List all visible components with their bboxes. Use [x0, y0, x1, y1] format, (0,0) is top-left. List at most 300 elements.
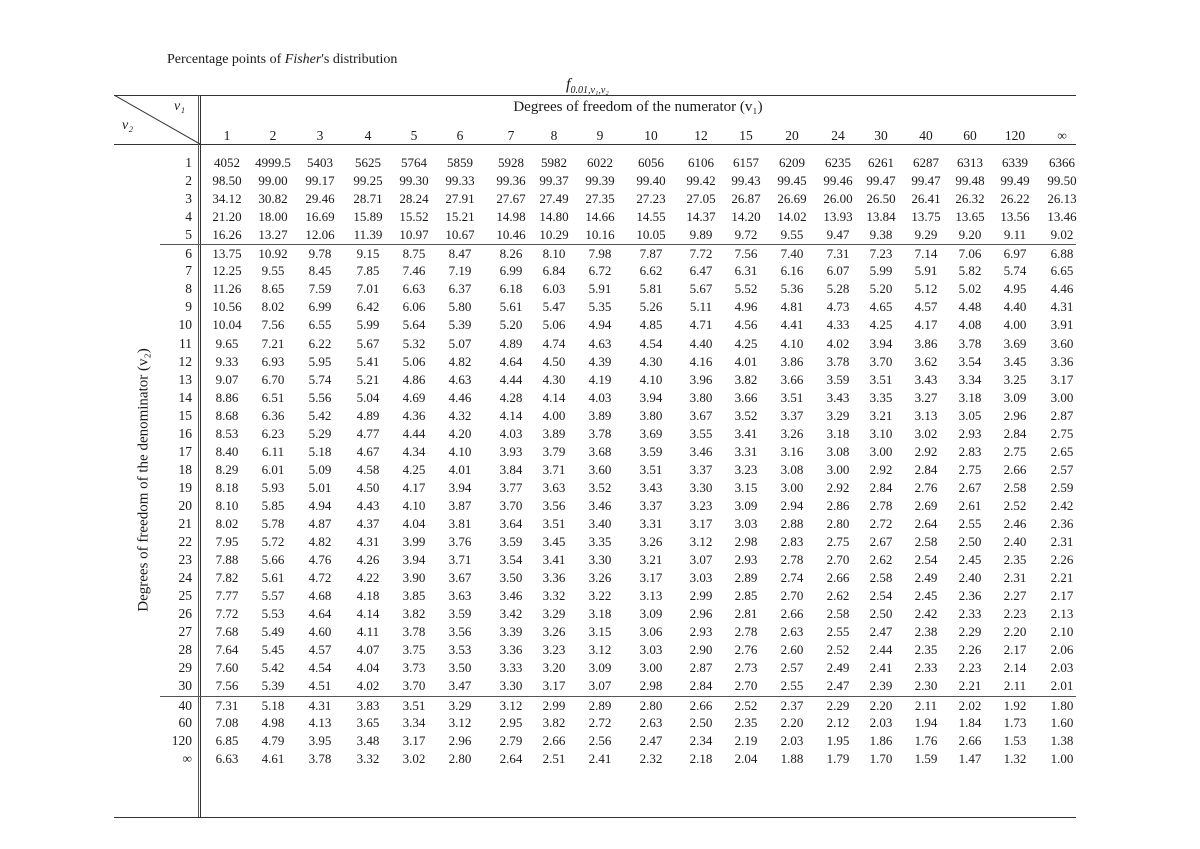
- table-cell: 4.03: [588, 389, 612, 405]
- table-cell: 7.19: [448, 263, 472, 279]
- table-cell: 2.59: [1050, 479, 1074, 495]
- table-cell: 3.65: [356, 714, 380, 730]
- table-cell: 3.71: [448, 552, 472, 568]
- table-cell: 2.70: [734, 678, 758, 694]
- table-cell: 13.75: [911, 209, 941, 225]
- table-cell: 4.96: [734, 299, 758, 315]
- table-cell: 2.47: [826, 678, 850, 694]
- table-cell: 4.64: [499, 353, 523, 369]
- table-cell: 2.78: [734, 624, 758, 640]
- table-cell: 6.23: [261, 425, 285, 441]
- table-cell: 5859: [447, 155, 473, 170]
- table-cell: 3.20: [542, 660, 566, 676]
- table-cell: 5.99: [356, 317, 380, 333]
- table-cell: 4.98: [261, 714, 285, 730]
- row-label: 9: [185, 299, 192, 315]
- table-cell: 8.18: [215, 479, 239, 495]
- caption-name: Fisher: [284, 52, 322, 67]
- table-cell: 3.26: [780, 425, 804, 441]
- table-cell: 5.91: [588, 281, 612, 297]
- table-cell: 3.99: [402, 534, 426, 550]
- table-cell: 4.26: [356, 552, 380, 568]
- table-cell: 6.84: [542, 263, 566, 279]
- table-cell: 12.06: [305, 227, 335, 243]
- table-cell: 2.38: [914, 624, 938, 640]
- table-cell: 3.09: [639, 606, 663, 622]
- table-cell: 10.04: [212, 317, 242, 333]
- table-cell: 4.60: [308, 624, 332, 640]
- table-cell: 26.00: [823, 191, 853, 207]
- table-cell: 7.56: [261, 317, 285, 333]
- table-cell: 13.84: [866, 209, 896, 225]
- table-cell: 29.46: [305, 191, 335, 207]
- table-cell: 4.58: [356, 461, 380, 477]
- table-cell: 2.87: [689, 660, 713, 676]
- table-cell: 2.58: [869, 570, 893, 586]
- table-cell: 5.07: [448, 335, 472, 351]
- table-cell: 5.26: [639, 299, 663, 315]
- table-cell: 3.42: [499, 606, 523, 622]
- table-cell: 4.43: [356, 497, 380, 513]
- table-cell: 5.21: [356, 371, 380, 387]
- table-cell: 2.21: [1050, 570, 1074, 586]
- row-label: 28: [178, 642, 192, 658]
- row-label: 12: [178, 353, 192, 369]
- table-cell: 2.20: [1003, 624, 1027, 640]
- table-cell: 2.66: [958, 732, 982, 748]
- table-row: [160, 641, 1076, 658]
- table-cell: 3.13: [914, 407, 938, 423]
- table-cell: 3.40: [588, 516, 612, 531]
- table-cell: 7.82: [215, 570, 239, 586]
- table-cell: 7.72: [215, 606, 239, 622]
- table-cell: 4.14: [499, 407, 523, 423]
- table-cell: 6.65: [1050, 263, 1074, 279]
- table-cell: 99.45: [777, 173, 807, 189]
- table-cell: 3.12: [689, 534, 713, 550]
- table-cell: 10.29: [539, 227, 569, 243]
- table-cell: 3.31: [734, 443, 758, 459]
- table-cell: 4.02: [356, 678, 380, 694]
- table-cell: 7.72: [689, 246, 713, 262]
- table-cell: 5982: [541, 155, 567, 170]
- table-cell: 4.54: [639, 335, 663, 351]
- row-label: ∞: [182, 750, 192, 766]
- table-cell: 4.30: [639, 353, 663, 369]
- table-cell: 3.78: [958, 335, 982, 351]
- table-cell: 2.84: [914, 461, 938, 477]
- table-cell: 1.38: [1050, 732, 1074, 748]
- table-cell: 2.92: [914, 443, 938, 459]
- table-cell: 4.68: [308, 588, 332, 604]
- table-cell: 14.02: [777, 209, 807, 225]
- table-cell: 5.36: [780, 281, 804, 297]
- table-cell: 3.12: [499, 697, 523, 713]
- table-cell: 99.42: [686, 173, 716, 189]
- table-cell: 3.22: [588, 588, 612, 604]
- table-cell: 5.91: [914, 263, 938, 279]
- table-cell: 3.29: [448, 697, 472, 713]
- table-cell: 3.94: [639, 389, 663, 405]
- table-cell: 3.59: [448, 606, 472, 622]
- row-label: 10: [178, 317, 192, 333]
- table-cell: 13.93: [823, 209, 853, 225]
- table-cell: 3.39: [499, 624, 523, 640]
- table-cell: 2.75: [826, 534, 850, 550]
- table-cell: 3.00: [1050, 389, 1074, 405]
- table-cell: 99.25: [353, 173, 383, 189]
- table-cell: 99.49: [1000, 173, 1030, 189]
- table-cell: 3.67: [689, 407, 713, 423]
- row-label: 17: [178, 443, 192, 459]
- table-cell: 2.93: [689, 624, 713, 640]
- table-row: [160, 461, 1076, 478]
- table-cell: 9.47: [826, 227, 850, 243]
- table-cell: 3.54: [958, 353, 982, 369]
- table-cell: 9.29: [914, 227, 938, 243]
- table-cell: 5.93: [261, 479, 285, 495]
- table-cell: 3.23: [542, 642, 566, 658]
- table-cell: 3.13: [639, 588, 663, 604]
- table-cell: 6.72: [588, 263, 612, 279]
- table-cell: 99.39: [585, 173, 615, 189]
- table-cell: 2.20: [780, 714, 804, 730]
- table-cell: 2.75: [958, 461, 982, 477]
- table-cell: 2.63: [639, 714, 663, 730]
- table-cell: 3.06: [639, 624, 663, 640]
- table-cell: 3.45: [542, 534, 566, 550]
- table-cell: 8.02: [261, 299, 285, 315]
- table-cell: 8.29: [215, 461, 239, 477]
- table-cell: 3.31: [639, 516, 663, 531]
- caption-prefix: Percentage points of: [167, 52, 285, 67]
- table-cell: 3.67: [448, 570, 472, 586]
- table-cell: 7.08: [215, 714, 239, 730]
- table-cell: 5.18: [308, 443, 332, 459]
- table-cell: 3.85: [402, 588, 426, 604]
- table-cell: 2.18: [689, 750, 713, 766]
- table-cell: 2.57: [1050, 461, 1074, 477]
- table-cell: 8.86: [215, 389, 239, 405]
- table-cell: 9.33: [215, 353, 239, 369]
- table-cell: 1.79: [826, 750, 850, 766]
- table-cell: 3.10: [869, 425, 893, 441]
- table-cell: 4.13: [308, 714, 332, 730]
- table-cell: 4.46: [1050, 281, 1074, 297]
- table-cell: 3.56: [542, 497, 566, 513]
- table-cell: 6.01: [261, 461, 285, 477]
- table-cell: 9.89: [689, 227, 713, 243]
- table-cell: 2.11: [1003, 678, 1027, 694]
- table-cell: 15.52: [399, 209, 429, 225]
- table-cell: 26.13: [1047, 191, 1077, 207]
- table-cell: 2.96: [1003, 407, 1027, 423]
- table-cell: 4.37: [356, 516, 380, 531]
- table-cell: 99.50: [1047, 173, 1077, 189]
- table-row: [160, 244, 1076, 262]
- table-cell: 2.93: [958, 425, 982, 441]
- table-cell: 4.79: [261, 732, 285, 748]
- table-cell: 14.55: [636, 209, 666, 225]
- table-cell: 10.46: [496, 227, 526, 243]
- table-row: [160, 605, 1076, 622]
- table-cell: 4.72: [308, 570, 332, 586]
- table-cell: 5764: [401, 155, 427, 170]
- table-cell: 3.47: [448, 678, 472, 694]
- table-cell: 26.22: [1000, 191, 1030, 207]
- table-cell: 5.95: [308, 353, 332, 369]
- table-cell: 2.14: [1003, 660, 1027, 676]
- table-cell: 26.69: [777, 191, 807, 207]
- table-row: [160, 371, 1076, 388]
- table-cell: 9.55: [261, 263, 285, 279]
- table-cell: 8.68: [215, 407, 239, 423]
- table-cell: 6.55: [308, 317, 332, 333]
- table-cell: 2.03: [1050, 660, 1074, 676]
- table-cell: 2.66: [542, 732, 566, 748]
- table-cell: 7.95: [215, 534, 239, 550]
- table-cell: 3.45: [1003, 353, 1027, 369]
- numerator-title: Degrees of freedom of the numerator (v₁): [513, 99, 763, 115]
- table-cell: 4.01: [734, 353, 758, 369]
- table-cell: 5.53: [261, 606, 285, 622]
- table-cell: 7.14: [914, 246, 938, 262]
- table-cell: 3.03: [689, 570, 713, 586]
- table-cell: 3.30: [588, 552, 612, 568]
- table-row: [160, 353, 1076, 370]
- table-cell: 13.75: [212, 246, 242, 262]
- table-cell: 2.67: [958, 479, 982, 495]
- table-row: [160, 335, 1076, 352]
- table-cell: 2.31: [1003, 570, 1027, 586]
- table-cell: 4.94: [588, 317, 612, 333]
- table-cell: 2.46: [1003, 516, 1027, 531]
- table-cell: 3.54: [499, 552, 523, 568]
- table-cell: 5.42: [261, 660, 285, 676]
- table-cell: 4.14: [356, 606, 380, 622]
- table-cell: 11.39: [353, 227, 383, 243]
- table-row: [160, 190, 1076, 207]
- table-cell: 6.47: [689, 263, 713, 279]
- table-cell: 3.69: [1003, 335, 1027, 351]
- table-cell: 4.08: [958, 317, 982, 333]
- table-cell: 3.34: [958, 371, 982, 387]
- table-row: [160, 551, 1076, 568]
- table-cell: 3.21: [869, 407, 893, 423]
- table-cell: 3.94: [402, 552, 426, 568]
- table-cell: 3.09: [1003, 389, 1027, 405]
- table-cell: 2.84: [1003, 425, 1027, 441]
- column-header: 4: [364, 128, 372, 143]
- row-label: 22: [178, 534, 192, 550]
- table-cell: 2.81: [734, 606, 758, 622]
- table-cell: 2.11: [914, 697, 938, 713]
- table-cell: 4.31: [1050, 299, 1074, 315]
- table-cell: 3.69: [639, 425, 663, 441]
- table-cell: 7.31: [826, 246, 850, 262]
- table-cell: 7.60: [215, 660, 239, 676]
- table-cell: 8.47: [448, 246, 472, 262]
- table-cell: 3.84: [499, 461, 523, 477]
- table-cell: 2.86: [826, 497, 850, 513]
- table-cell: 3.36: [499, 642, 523, 658]
- table-cell: 1.88: [780, 750, 804, 766]
- row-label: 7: [185, 263, 192, 279]
- table-row: [160, 226, 1076, 243]
- table-cell: 1.86: [869, 732, 893, 748]
- row-label: 23: [178, 552, 192, 568]
- table-cell: 3.50: [448, 660, 472, 676]
- table-cell: 5.56: [308, 389, 332, 405]
- table-cell: 28.24: [399, 191, 429, 207]
- table-cell: 3.23: [734, 461, 758, 477]
- table-cell: 15.21: [445, 209, 475, 225]
- table-cell: 3.60: [1050, 335, 1074, 351]
- row-label: 14: [178, 389, 192, 405]
- table-cell: 8.40: [215, 443, 239, 459]
- table-cell: 3.32: [356, 750, 380, 766]
- table-cell: 9.72: [734, 227, 758, 243]
- table-cell: 5.01: [308, 479, 332, 495]
- column-header: 120: [1004, 128, 1026, 143]
- row-label: 60: [178, 714, 192, 730]
- table-cell: 8.10: [215, 497, 239, 513]
- table-cell: 4.31: [356, 534, 380, 550]
- column-header: 15: [739, 128, 753, 143]
- row-label: 18: [178, 461, 192, 477]
- table-cell: 5.06: [402, 353, 426, 369]
- table-cell: 5.61: [261, 570, 285, 586]
- table-cell: 2.41: [588, 750, 612, 766]
- table-cell: 99.00: [258, 173, 288, 189]
- table-cell: 5.11: [689, 299, 713, 315]
- table-cell: 3.90: [402, 570, 426, 586]
- table-cell: 4.40: [689, 335, 713, 351]
- table-cell: 4.02: [826, 335, 850, 351]
- table-cell: 4.85: [639, 317, 663, 333]
- table-cell: 5928: [498, 155, 524, 170]
- row-label: 26: [178, 606, 192, 622]
- table-cell: 2.54: [869, 588, 893, 604]
- table-cell: 4.00: [1003, 317, 1027, 333]
- table-cell: 2.50: [869, 606, 893, 622]
- table-cell: 2.34: [689, 732, 713, 748]
- table-cell: 4.87: [308, 516, 332, 531]
- table-cell: 3.80: [689, 389, 713, 405]
- table-cell: 2.66: [826, 570, 850, 586]
- table-cell: 2.03: [869, 714, 893, 730]
- table-cell: 3.29: [542, 606, 566, 622]
- table-cell: 5.06: [542, 317, 566, 333]
- table-cell: 14.37: [686, 209, 716, 225]
- table-cell: 4.86: [402, 371, 426, 387]
- table-cell: 4.03: [499, 425, 523, 441]
- table-cell: 2.84: [869, 479, 893, 495]
- table-cell: 6.85: [215, 732, 239, 748]
- table-cell: 3.95: [308, 732, 332, 748]
- table-cell: 6.07: [826, 263, 850, 279]
- row-label: 120: [171, 732, 192, 748]
- table-cell: 6.37: [448, 281, 472, 297]
- table-cell: 3.02: [914, 425, 938, 441]
- table-cell: 4.36: [402, 407, 426, 423]
- table-cell: 3.37: [639, 497, 663, 513]
- table-cell: 3.70: [869, 353, 893, 369]
- table-cell: 10.56: [212, 299, 242, 315]
- table-cell: 2.55: [780, 678, 804, 694]
- table-cell: 6.88: [1050, 246, 1074, 262]
- table-cell: 6235: [825, 155, 851, 170]
- table-cell: 3.66: [734, 389, 758, 405]
- table-cell: 5.67: [689, 281, 713, 297]
- table-cell: 6.63: [402, 281, 426, 297]
- table-cell: 5.02: [958, 281, 982, 297]
- table-cell: 1.94: [914, 714, 938, 730]
- table-row: [160, 587, 1076, 604]
- table-cell: 2.13: [1050, 606, 1074, 622]
- table-cell: 3.51: [780, 389, 804, 405]
- table-cell: 2.49: [826, 660, 850, 676]
- table-row: [160, 696, 1076, 714]
- table-cell: 10.16: [585, 227, 615, 243]
- table-cell: 3.15: [588, 624, 612, 640]
- table-cell: 5.32: [402, 335, 426, 351]
- table-cell: 3.59: [499, 534, 523, 550]
- table-cell: 2.44: [869, 642, 893, 658]
- table-cell: 4.69: [402, 389, 426, 405]
- table-cell: 4.16: [689, 353, 713, 369]
- table-cell: 2.73: [734, 660, 758, 676]
- table-cell: 5.47: [542, 299, 566, 315]
- table-cell: 4.10: [448, 443, 472, 459]
- table-cell: 2.85: [734, 588, 758, 604]
- table-row: [160, 732, 1076, 749]
- column-header: 5: [410, 128, 418, 143]
- table-cell: 4.48: [958, 299, 982, 315]
- table-cell: 4.46: [448, 389, 472, 405]
- table-cell: 2.83: [780, 534, 804, 550]
- table-cell: 4.11: [356, 624, 380, 640]
- table-cell: 99.47: [911, 173, 941, 189]
- table-cell: 3.68: [588, 443, 612, 459]
- table-cell: 5.20: [869, 281, 893, 297]
- table-row: [160, 479, 1076, 496]
- table-cell: 3.93: [499, 443, 523, 459]
- table-cell: 6339: [1002, 155, 1028, 170]
- table-cell: 1.70: [869, 750, 893, 766]
- table-cell: 3.78: [588, 425, 612, 441]
- table-cell: 7.01: [356, 281, 380, 297]
- table-cell: 6.42: [356, 299, 380, 315]
- table-cell: 2.72: [869, 516, 893, 531]
- table-cell: 99.47: [866, 173, 896, 189]
- table-cell: 3.23: [689, 497, 713, 513]
- table-cell: 13.46: [1047, 209, 1077, 225]
- table-cell: 2.55: [826, 624, 850, 640]
- table-cell: 5.57: [261, 588, 285, 604]
- table-cell: 3.26: [639, 534, 663, 550]
- table-cell: 3.60: [588, 461, 612, 477]
- table-cell: 4.33: [826, 317, 850, 333]
- table-cell: 5.81: [639, 281, 663, 297]
- table-cell: 9.65: [215, 335, 239, 351]
- table-cell: 3.18: [826, 425, 850, 441]
- table-cell: 3.64: [499, 516, 523, 531]
- table-cell: 6.99: [499, 263, 523, 279]
- table-cell: 5.80: [448, 299, 472, 315]
- table-cell: 5.74: [308, 371, 332, 387]
- table-cell: 3.43: [639, 479, 663, 495]
